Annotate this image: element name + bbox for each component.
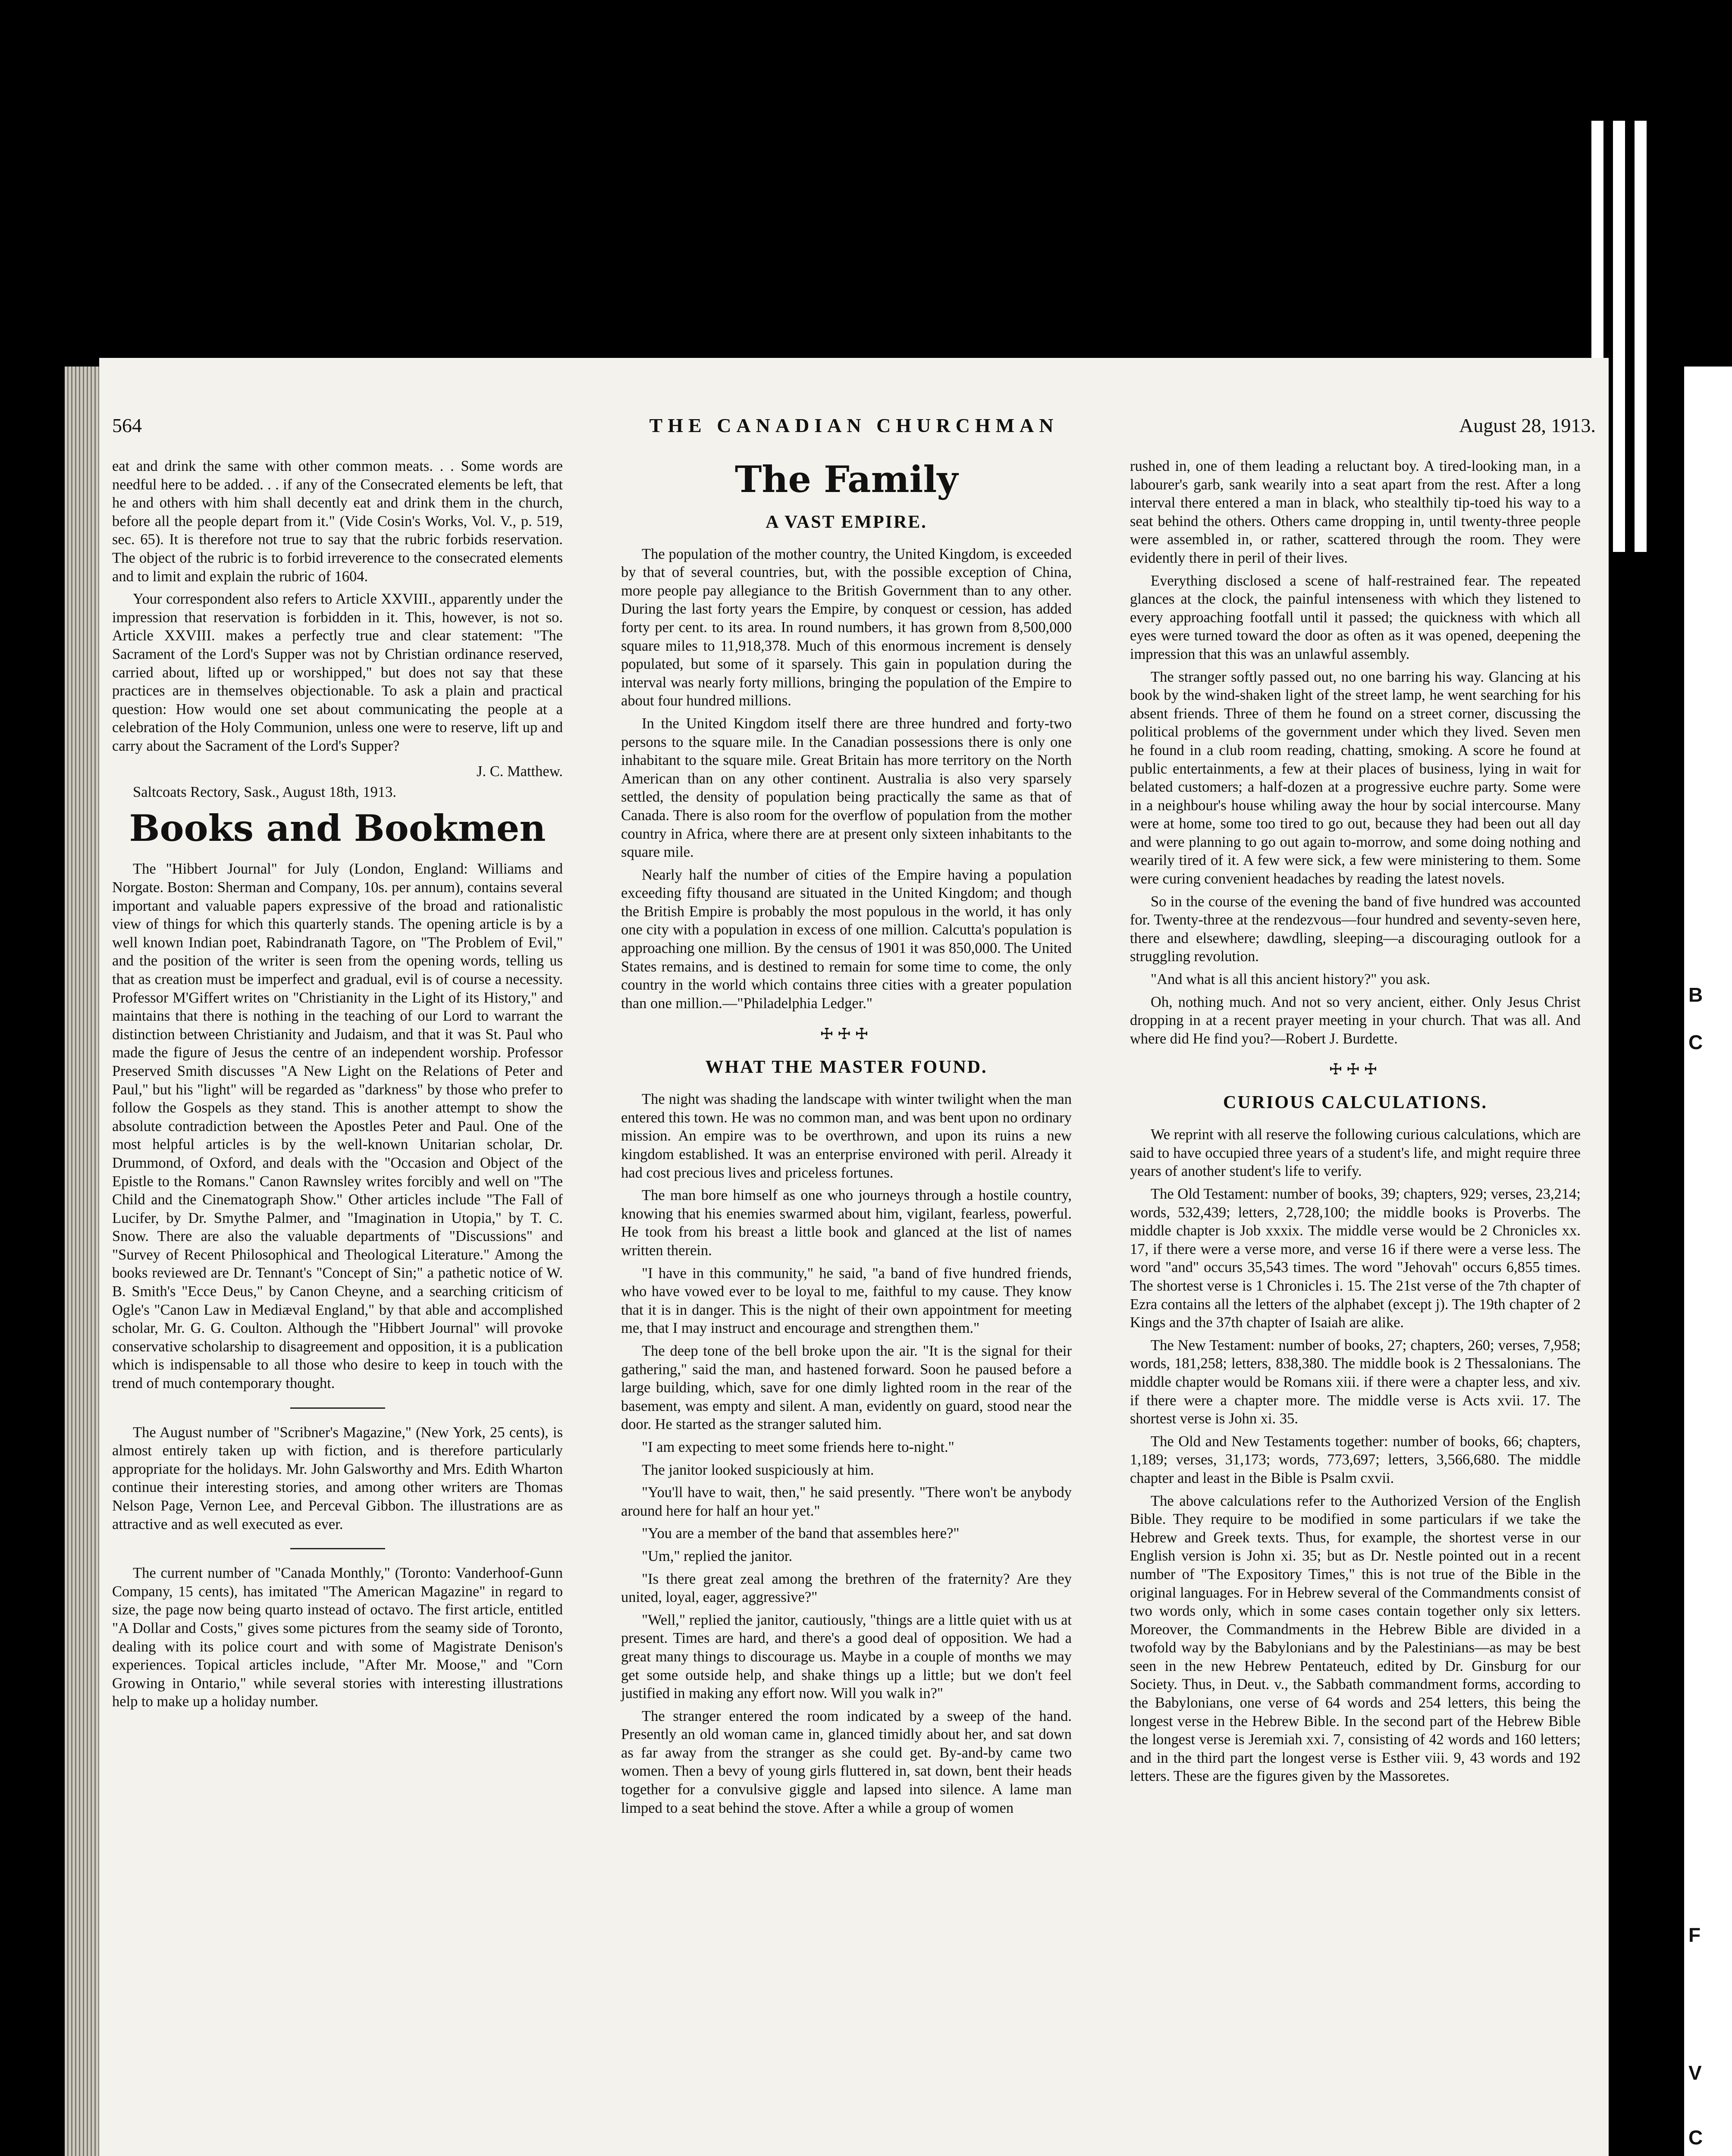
article-paragraph: The Old Testament: number of books, 39; chapters, 929; verses, 23,214; words, 532,439; letters, 2,728,100; the middle books is Proverbs. The middle chapter is Job xxxix. The middle verse would be 2 Chronicles xx. 17, if there were a verse more, and verse 16 if there were a verse less. The word "and" occurs 35,543 times. The word "Jehovah" occurs 6,855 times. The shortest verse is 1 Chronicles i. 15. The 21st verse of the 7th chapter of Ezra contains all the letters of the alphabet (except j). The 19th chapter of 2 Kings and the 37th chapter of Isaiah are alike.: [1130, 1186, 1581, 1331]
article-paragraph: The man bore himself as one who journeys through a hostile country, knowing that his enemies swarmed about him, vigilant, fearless, powerful. He took from his breast a little book and glanced at the list of names written therein.: [621, 1187, 1072, 1259]
article-paragraph: "Is there great zeal among the brethren of the fraternity? Are they united, loyal, eager, aggressive?": [621, 1570, 1072, 1606]
article-paragraph: We reprint with all reserve the following curious calculations, which are said to have occupied three years of a student's life, and might require three years of another student's life to verify.: [1130, 1126, 1581, 1180]
article-paragraph: The population of the mother country, the United Kingdom, is exceeded by that of several countries, but, with the possible exception of China, more people pay allegiance to the British Government than to any other. During the last forty years the Empire, by conquest or cession, has added forty per cent. to its area. In round numbers, it has grown from 8,500,000 square miles to 11,918,378. Much of this enormous increment is densely populated, but some of it sparsely. This gain in population during the interval was nearly forty millions, bringing the population of the Empire to about four hundred millions.: [621, 545, 1072, 709]
article-paragraph: "And what is all this ancient history?" you ask.: [1151, 971, 1431, 988]
section-title-family: The Family: [734, 458, 958, 501]
divider: [290, 1407, 385, 1409]
review-paragraph: The current number of "Canada Monthly," (Toronto: Vanderhoof-Gunn Company, 15 cents), has imitated "The American Magazine" in regard to size, the page now being quarto instead of octavo. The first article, entitled "A Dollar and Costs," gives some pictures from the seamy side of Toronto, dealing with its police court and with some of Magistrate Denison's experiences. Topical articles include, "After Mr. Moose," and "Corn Growing in Ontario," while several stories with interesting illustrations help to make up a holiday number.: [112, 1565, 563, 1710]
section-separator: ☩☩☩: [1329, 1062, 1382, 1078]
adjacent-page-fragment-1: B: [1688, 984, 1703, 1006]
article-paragraph: The stranger softly passed out, no one barring his way. Glancing at his book by the wind-shaken light of the street lamp, he went searching for his absent friends. Three of them he found on a street corner, discussing the political problems of the government under which they lived. Seven men he found in a club room reading, chatting, smoking. A score he found at public entertainments, a few at their places of business, lying in wait for belated customers; a half-dozen at a progressive euchre party. Some were in a neighbour's house whiling away the hour by social intercourse. Many were at home, some too tired to go out, because they had been out all day and were planning to go out again to-morrow, and some doing nothing and wearily tired of it. A few were sick, a few were ministering to them. Some were curing convenient headaches by reading the latest novels.: [1130, 668, 1581, 887]
adjacent-page-fragment-2: C: [1688, 1031, 1703, 1053]
article-paragraph: "You'll have to wait, then," he said presently. "There won't be anybody around here for half an hour yet.": [621, 1484, 1072, 1519]
column-right: [1130, 457, 1581, 1790]
article-paragraph: Oh, nothing much. And not so very ancient, either. Only Jesus Christ dropping in at a recent prayer meeting in your church. That was all. And where did He find you?—Robert J. Burdette.: [1130, 993, 1581, 1047]
issue-date: August 28, 1913.: [1459, 414, 1596, 436]
article-paragraph: rushed in, one of them leading a reluctant boy. A tired-looking man, in a labourer's garb, sank wearily into a seat apart from the rest. After a long interval there entered a man in black, who stealthily tip-toed his way to a seat behind the others. Others came dropping in, until twenty-three people were assembled in, or rather, scattered through the room. They were evidently there in peril of their lives.: [1130, 458, 1581, 566]
letter-paragraph: eat and drink the same with other common meats. . . Some words are needful here to be added. . . if any of the Consecrated elements be left, that he and others with him shall decently eat and drink them in the church, before all the people depart from it." (Vide Cosin's Works, Vol. V., p. 519, sec. 65). It is therefore not true to say that the rubric forbids reservation. The object of the rubric is to forbid irreverence to the consecrated elements and to limit and explain the rubric of 1604.: [112, 458, 563, 585]
article-paragraph: "I am expecting to meet some friends here to-night.": [642, 1438, 954, 1455]
letter-paragraph: Your correspondent also refers to Article XXVIII., apparently under the impression that reservation is forbidden in it. This, however, is not so. Article XXVIII. makes a perfectly true and clear statement: "The Sacrament of the Lord's Supper was not by Christian ordinance reserved, carried about, lifted up or worshipped," but does not say that these practices are in themselves objectionable. To ask a plain and practical question: How would one set about communicating the people at a celebration of the Holy Communion, unless one were to reserve, lift up and carry about the Sacrament of the Lord's Supper?: [112, 591, 563, 754]
article-paragraph: "Well," replied the janitor, cautiously, "things are a little quiet with us at present. Times are hard, and there's a good deal of opposition. We had a great many things to discourage us. Maybe in a couple of months we may get some outside help, and shake things up a little; but we don't feel justified in making any effort now. Will you walk in?": [621, 1611, 1072, 1702]
article-paragraph: Nearly half the number of cities of the Empire having a population exceeding fifty thousand are situated in the United Kingdom; and though the British Empire is probably the most populous in the world, it has only one city with a population in excess of one million. Calcutta's population is approaching one million. By the census of 1901 it was 850,000. The United States remains, and is destined to remain for some time to come, the only country in the world which contains three cities with a greater population than one million.—"Philadelphia Ledger.": [621, 866, 1072, 1012]
article-paragraph: "Um," replied the janitor.: [642, 1548, 793, 1564]
article-paragraph: The stranger entered the room indicated by a sweep of the hand. Presently an old woman came in, glanced timidly about her, and sat down as far away from the stranger as she could get. By-and-by came two women. Then a bevy of young girls fluttered in, sat down, bent their heads together for a convulsive giggle and lapsed into silence. A lame man limped to a seat behind the stove. After a while a group of women: [621, 1708, 1072, 1816]
running-header: [112, 410, 1596, 444]
article-paragraph: Everything disclosed a scene of half-restrained fear. The repeated glances at the clock, the painful intenseness with which they listened to every approaching footfall until it passed; the quickness with which all eyes were turned toward the door as often as it was opened, deepening the impression that this was an unlawful assembly.: [1130, 572, 1581, 662]
article-title: WHAT THE MASTER FOUND.: [705, 1057, 988, 1078]
film-edge-bar-3: [1635, 121, 1647, 552]
article-paragraph: So in the course of the evening the band of five hundred was accounted for. Twenty-three at the rendezvous—four hundred and seventy-seven here, there and elsewhere; dawdling, sleeping—a discouraging outlook for a struggling revolution.: [1130, 893, 1581, 965]
publication-title: THE CANADIAN CHURCHMAN: [649, 414, 1059, 436]
column-middle: [621, 457, 1072, 1821]
article-paragraph: The night was shading the landscape with winter twilight when the man entered this town. He was no common man, and was bent upon no ordinary mission. An empire was to be overthrown, and upon its ruins a new kingdom established. It was an enterprise environed with peril. Already it had cost precious lives and priceless fortunes.: [621, 1091, 1072, 1181]
article-paragraph: "I have in this community," he said, "a band of five hundred friends, who have vowed ever to be loyal to me, faithful to my cause. They know that it is in danger. This is the night of their own appointment for meeting me, that I may instruct and encourage and strengthen them.": [621, 1265, 1072, 1337]
adjacent-page-fragment-3: F: [1688, 1924, 1701, 1946]
article-paragraph: The deep tone of the bell broke upon the air. "It is the signal for their gathering," said the man, and hastened forward. Soon he paused before a large building, which, save for one dimly lighted room in the rear of the basement, was empty and silent. A man, evidently on guard, stood near the door. He started as the stranger saluted him.: [621, 1343, 1072, 1433]
letter-place-date: Saltcoats Rectory, Sask., August 18th, 1913.: [133, 784, 397, 801]
divider: [290, 1548, 385, 1549]
article-paragraph: In the United Kingdom itself there are three hundred and forty-two persons to the square mile. In the Canadian possessions there is only one inhabitant to the square mile. Great Britain has more territory on the North American than on any other continent. Australia is also very sparsely settled, the density of population being practically the same as that of Canada. There is also room for the overflow of population from the mother country in Africa, where there are at present only sixteen inhabitants to the square mile.: [621, 715, 1072, 861]
adjacent-page-strip: [1684, 367, 1732, 2156]
adjacent-page-fragment-5: C: [1688, 2126, 1703, 2149]
adjacent-page-fragment-4: V: [1688, 2062, 1702, 2084]
article-paragraph: The Old and New Testaments together: number of books, 66; chapters, 1,189; verses, 31,173; words, 773,697; letters, 3,566,680. The middle chapter and least in the Bible is Psalm cxvii.: [1130, 1433, 1581, 1486]
article-paragraph: The janitor looked suspiciously at him.: [642, 1461, 874, 1478]
article-paragraph: The New Testament: number of books, 27; chapters, 260; verses, 7,958; words, 181,258; letters, 838,380. The middle book is 2 Thessalonians. The middle chapter would be Romans xiii. if there were a chapter less, and xiv. if there were a chapter more. The middle verse is Acts xvii. 17. The shortest verse is John xi. 35.: [1130, 1337, 1581, 1427]
column-left: [112, 457, 563, 1715]
letter-signature: J. C. Matthew.: [477, 763, 563, 780]
film-edge-bar-2: [1613, 121, 1625, 552]
page-number: 564: [112, 414, 142, 436]
section-title-books: Books and Bookmen: [129, 806, 546, 849]
review-paragraph: The August number of "Scribner's Magazine," (New York, 25 cents), is almost entirely taken up with fiction, and is therefore particularly appropriate for the holidays. Mr. John Galsworthy and Mrs. Edith Wharton continue their interesting stories, and among other writers are Thomas Nelson Page, Vernon Lee, and Perceval Gibbon. The illustrations are as attractive and as well executed as ever.: [112, 1424, 563, 1532]
section-separator: ☩☩☩: [820, 1026, 873, 1043]
article-title: CURIOUS CALCULATIONS.: [1223, 1093, 1487, 1113]
review-paragraph: The "Hibbert Journal" for July (London, England: Williams and Norgate. Boston: Sherman and Company, 10s. per annum), contains several important and valuable papers expressive of the broad and rationalistic view of things for which this quarterly stands. The opening article is by a well known Indian poet, Rabindranath Tagore, on "The Problem of Evil," and the position of the writer is seen from the opening words, telling us that as creation must be imperfect and gradual, evil is of course a necessity. Professor M'Giffert writes on "Christianity in the Light of its History," and maintains that there is nothing in the teaching of our Lord to warrant the distinction between Christianity and Judaism, and that it was St. Paul who made the figure of Jesus the centre of an independent worship. Professor Preserved Smith discusses "A New Light on the Relations of Peter and Paul," but his "light" will be regarded as "darkness" by those who prefer to follow the Gospels as they stand. This is another attempt to show the absolute contradiction between the Apostles Peter and Paul. One of the most helpful articles is by the well-known Unitarian scholar, Dr. Drummond, of Oxford, and deals with the "Occasion and Object of the Epistle to the Romans." Canon Rawnsley writes forcibly and well on "The Child and the Cinematograph Show." Other articles include "The Fall of Lucifer, by Dr. Smythe Palmer, and "Imagination in Utopia," by T. C. Snow. There are also the valuable departments of "Discussions" and "Survey of Recent Philosophical and Theological Literature." Among the books reviewed are Dr. Tennant's "Concept of Sin;" a pathetic notice of W. B. Smith's "Ecce Deus," by Canon Cheyne, and a searching criticism of Ogle's "Canon Law in Mediæval England," by that able and accomplished scholar, Mr. G. G. Coulton. Although the "Hibbert Journal" will provoke conservative scholarship to disagreement and opposition, it is a publication which is indispensable to all those who desire to keep in touch with the trend of much contemporary thought.: [112, 861, 563, 1392]
article-title: A VAST EMPIRE.: [766, 512, 927, 532]
article-paragraph: "You are a member of the band that assembles here?": [642, 1525, 960, 1542]
page-stack-edge: [65, 367, 104, 2156]
article-paragraph: The above calculations refer to the Authorized Version of the English Bible. They require to be modified in some particulars if we take the Hebrew and Greek texts. Thus, for example, the shortest verse in our English version is John xi. 35; but as Dr. Nestle pointed out in a recent number of "The Expository Times," this is not true of the Bible in the original languages. For in Hebrew several of the Commandments consist of two words only, which in some cases contain together only six letters. Moreover, the Commandments in the Hebrew Bible are divided in a twofold way by the Babylonians and by the Palestinians—as may be best seen in the new Hebrew Pentateuch, edited by Dr. Ginsburg for our Society. Thus, in Deut. v., the Sabbath commandment forms, according to the Babylonians, one verse of 64 words and 254 letters, this being the longest verse in the Hebrew Bible. In the second part of the Hebrew Bible the longest verse is Jeremiah xxi. 7, consisting of 42 words and 160 letters; and in the third part the longest verse is Esther viii. 9, 43 words and 192 letters. These are the figures given by the Massoretes.: [1130, 1492, 1581, 1785]
